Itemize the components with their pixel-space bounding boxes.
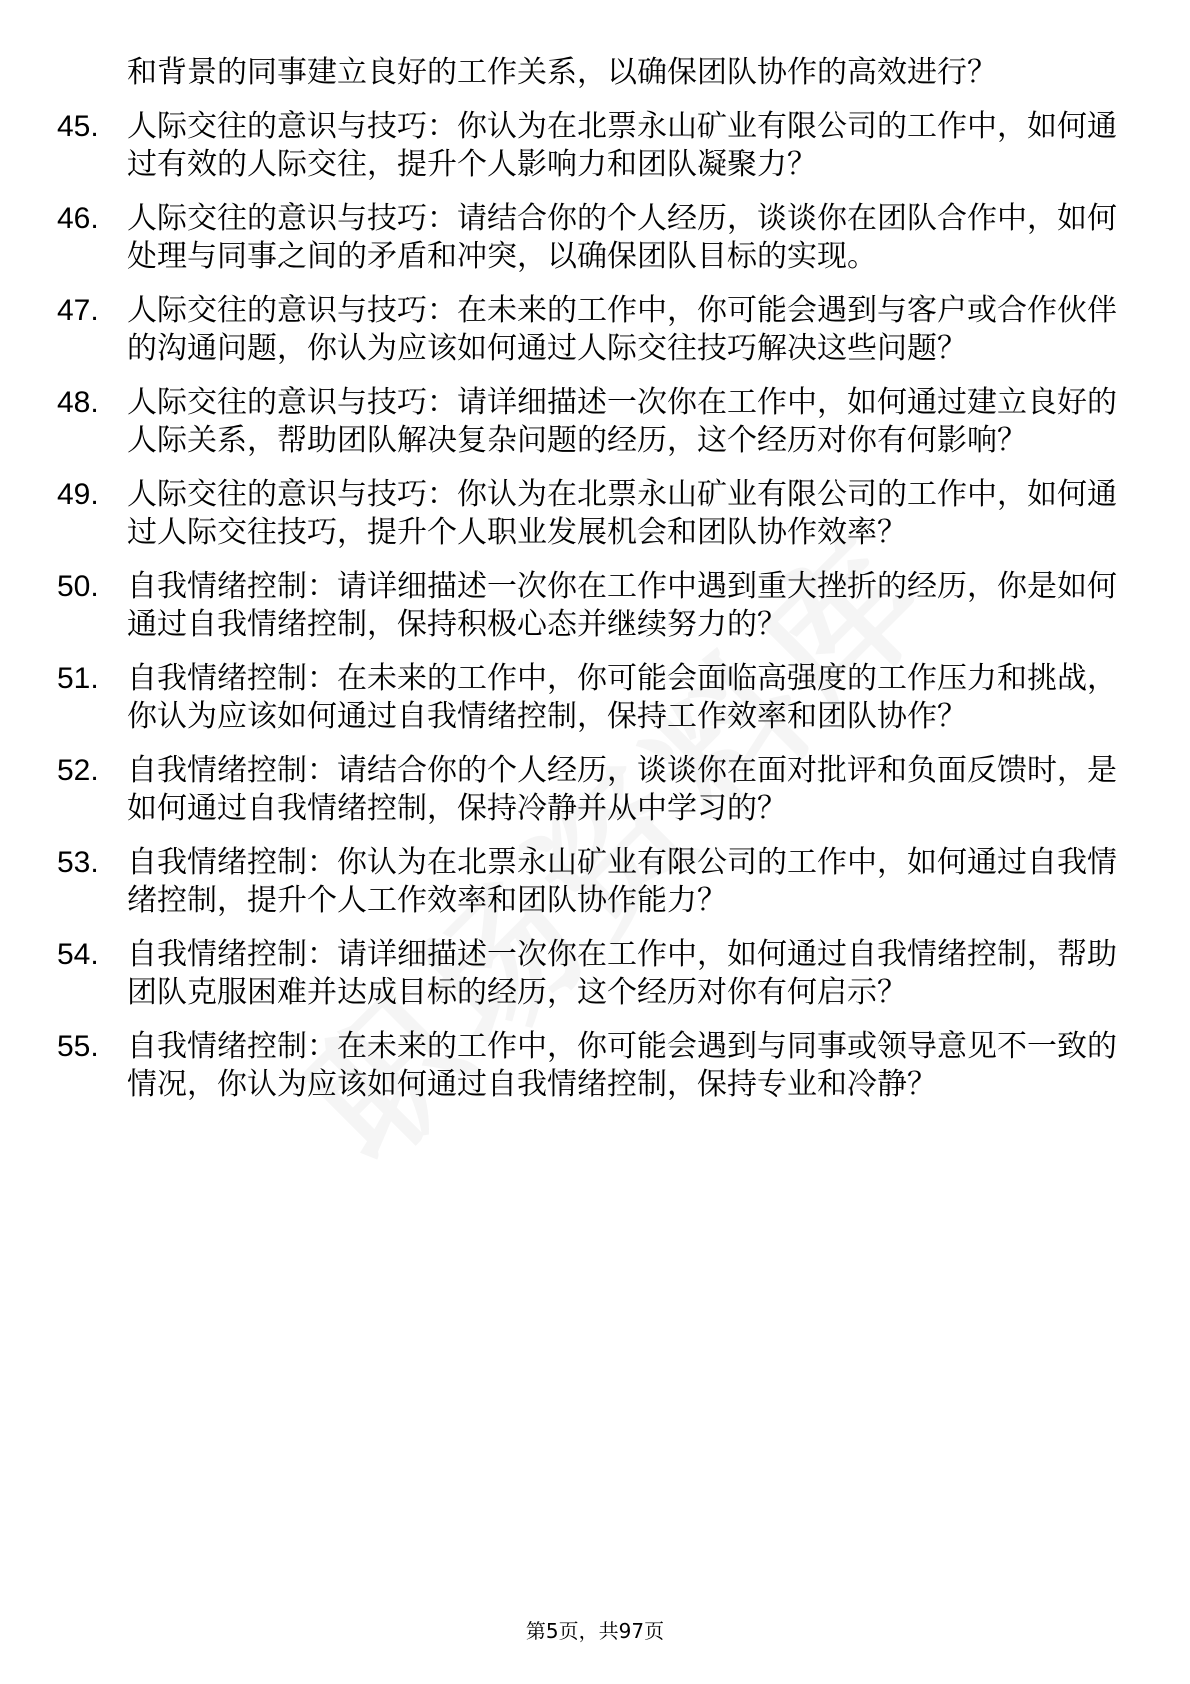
question-text: 人际交往的意识与技巧：请详细描述一次你在工作中，如何通过建立良好的人际关系，帮助团队解决复杂问题的经历，这个经历对你有何影响？ (127, 385, 1117, 458)
question-number: 48. (57, 386, 99, 419)
question-item-53 (57, 844, 1117, 920)
question-number: 45. (57, 110, 99, 143)
page-footer: 第5页，共97页 (525, 1619, 665, 1643)
question-text: 自我情绪控制：在未来的工作中，你可能会面临高强度的工作压力和挑战，你认为应该如何通过自我情绪控制，保持工作效率和团队协作？ (127, 661, 1117, 734)
question-text: 人际交往的意识与技巧：你认为在北票永山矿业有限公司的工作中，如何通过人际交往技巧，提升个人职业发展机会和团队协作效率？ (127, 477, 1117, 550)
question-item-51 (57, 660, 1117, 736)
question-text: 人际交往的意识与技巧：你认为在北票永山矿业有限公司的工作中，如何通过有效的人际交往，提升个人影响力和团队凝聚力？ (127, 109, 1117, 182)
question-number: 55. (57, 1030, 99, 1063)
question-item-48 (57, 384, 1117, 460)
question-item-49 (57, 476, 1117, 552)
question-item-46 (57, 200, 1117, 276)
question-item-47 (57, 292, 1117, 368)
question-item-50 (57, 568, 1117, 644)
question-list (57, 54, 1117, 1120)
question-item-45 (57, 108, 1117, 184)
question-text: 自我情绪控制：请详细描述一次你在工作中，如何通过自我情绪控制，帮助团队克服困难并达成目标的经历，这个经历对你有何启示？ (127, 937, 1117, 1010)
question-text: 自我情绪控制：请结合你的个人经历，谈谈你在面对批评和负面反馈时，是如何通过自我情绪控制，保持冷静并从中学习的？ (127, 753, 1117, 826)
question-number: 46. (57, 202, 99, 235)
question-text: 人际交往的意识与技巧：请结合你的个人经历，谈谈你在团队合作中，如何处理与同事之间的矛盾和冲突，以确保团队目标的实现。 (127, 201, 1117, 274)
question-number: 52. (57, 754, 99, 787)
question-number: 54. (57, 938, 99, 971)
question-item-55 (57, 1028, 1117, 1104)
question-number: 51. (57, 662, 99, 695)
question-number: 49. (57, 478, 99, 511)
question-item-54 (57, 936, 1117, 1012)
question-number: 50. (57, 570, 99, 603)
question-text: 自我情绪控制：你认为在北票永山矿业有限公司的工作中，如何通过自我情绪控制，提升个人工作效率和团队协作能力？ (127, 845, 1117, 918)
question-text: 人际交往的意识与技巧：在未来的工作中，你可能会遇到与客户或合作伙伴的沟通问题，你认为应该如何通过人际交往技巧解决这些问题？ (127, 293, 1117, 366)
continued-question-text: 和背景的同事建立良好的工作关系，以确保团队协作的高效进行？ (127, 55, 997, 90)
question-item-52 (57, 752, 1117, 828)
question-number: 53. (57, 846, 99, 879)
question-number: 47. (57, 294, 99, 327)
question-text: 自我情绪控制：请详细描述一次你在工作中遇到重大挫折的经历，你是如何通过自我情绪控制，保持积极心态并继续努力的？ (127, 569, 1117, 642)
question-text: 自我情绪控制：在未来的工作中，你可能会遇到与同事或领导意见不一致的情况，你认为应该如何通过自我情绪控制，保持专业和冷静？ (127, 1029, 1117, 1102)
